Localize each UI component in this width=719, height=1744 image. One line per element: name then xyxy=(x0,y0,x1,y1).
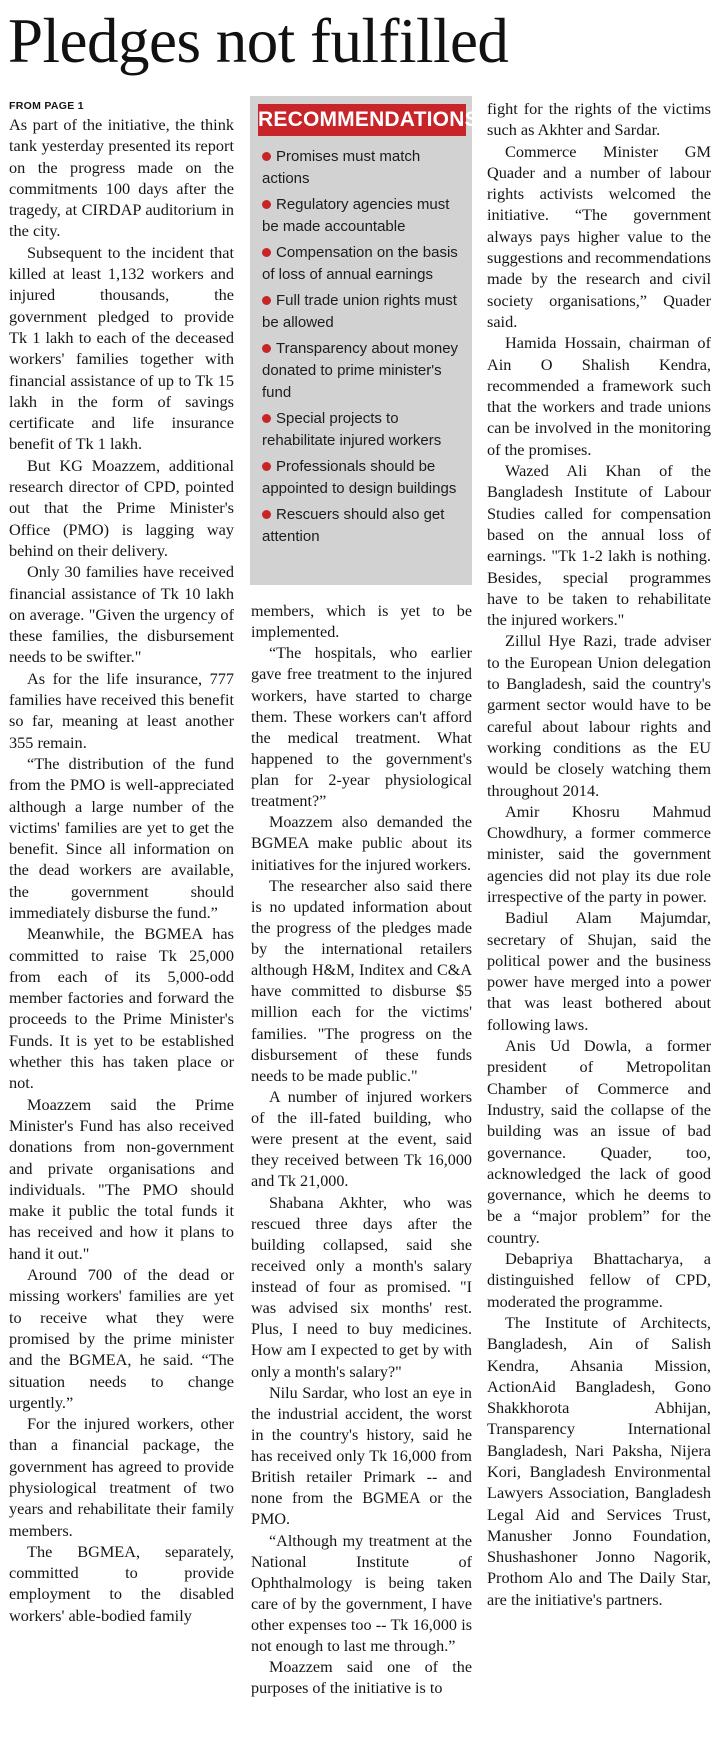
paragraph: Moazzem said one of the purposes of the initiative is to xyxy=(251,1659,472,1698)
bullet-dot-icon xyxy=(262,414,271,423)
article-column-3 xyxy=(487,98,711,1744)
paragraph: The researcher also said there is no updated information about the progress of the pledges made by the international retailers although H&M, Inditex and C&A have committed to disburse $5 million each for the victims' families. "The progress on the disbursement of these funds needs to be made public." xyxy=(251,877,472,1085)
article-column-2 xyxy=(251,601,472,1744)
paragraph: As for the life insurance, 777 families have received this benefit so far, meaning at least another 355 remain. xyxy=(9,668,234,752)
paragraph: “The hospitals, who earlier gave free treatment to the injured workers, have started to charge them. These workers can't afford the medical treatment. What happened to the government's plan for 2-year physiological treatment?” xyxy=(251,645,472,811)
paragraph: Moazzem also demanded the BGMEA make public about its initiatives for the injured workers. xyxy=(251,814,472,874)
recommendation-item xyxy=(258,408,466,452)
bullet-dot-icon xyxy=(262,248,271,257)
recommendations-list xyxy=(258,146,466,548)
paragraph: fight for the rights of the victims such as Akhter and Sardar. xyxy=(487,99,711,140)
paragraph: members, which is yet to be implemented. xyxy=(251,603,472,642)
paragraph: “Although my treatment at the National Institute of Ophthalmology is being taken care of by the government, I have other expenses too -- Tk 16,000 is not enough to last me through.” xyxy=(251,1532,472,1656)
paragraph: But KG Moazzem, additional research director of CPD, pointed out that the Prime Minister's Office (PMO) is lagging way behind on their delivery. xyxy=(9,455,234,560)
continued-from-label: FROM PAGE 1 xyxy=(9,100,84,112)
recommendation-item xyxy=(258,194,466,238)
paragraph: Badiul Alam Majumdar, secretary of Shujan, said the political power and the business power have merged into a power that was least bothered about following laws. xyxy=(487,908,711,1034)
recommendation-text: Transparency about money donated to prime minister's fund xyxy=(262,340,459,401)
bullet-dot-icon xyxy=(262,200,271,209)
recommendation-text: Special projects to rehabilitate injured workers xyxy=(262,410,442,449)
recommendation-text: Compensation on the basis of loss of annual earnings xyxy=(262,244,458,283)
paragraph: Anis Ud Dowla, a former president of Metropolitan Chamber of Commerce and Industry, said the collapse of the building was an issue of bad governance. Quader, too, acknowledged the lack of good governance, which he deems to be a “major problem” for the country. xyxy=(487,1036,711,1247)
paragraph: Around 700 of the dead or missing workers' families are yet to receive what they were promised by the prime minister and the BGMEA, he said. “The situation needs to change urgently.” xyxy=(9,1265,234,1412)
paragraph: “The distribution of the fund from the PMO is well-appreciated although a large number of the victims' families are yet to get the benefit. Since all information on the dead workers are available, the government should immediately disburse the fund.” xyxy=(9,753,234,922)
paragraph: The Institute of Architects, Bangladesh, Ain of Salish Kendra, Ahsania Mission, ActionAid Bangladesh, Gono Shakkhorota Abhijan, Transparency International Bangladesh, Nari Paksha, Nijera Kori, Bangladesh Environmental Lawyers Association, Bangladesh Legal Aid and Services Trust, Manusher Jonno Foundation, Shushashoner Jonno Nagorik, Prothom Alo and The Daily Star, are the initiative's partners. xyxy=(487,1312,711,1609)
paragraph: Zillul Hye Razi, trade adviser to the European Union delegation to Bangladesh, said the country's garment sector would have to be careful about labour rights and working conditions as the EU would be closely watching them throughout 2014. xyxy=(487,631,711,800)
paragraph: A number of injured workers of the ill-fated building, who were present at the event, said they received between Tk 16,000 and Tk 21,000. xyxy=(251,1088,472,1191)
recommendation-item xyxy=(258,456,466,500)
recommendation-text: Professionals should be appointed to design buildings xyxy=(262,458,457,497)
paragraph: Nilu Sardar, who lost an eye in the industrial accident, the worst in the country's history, said he has received only Tk 16,000 from British retailer Primark -- and none from the BGMEA or the PMO. xyxy=(251,1384,472,1529)
bullet-dot-icon xyxy=(262,510,271,519)
recommendation-text: Rescuers should also get attention xyxy=(262,506,445,545)
recommendations-title: RECOMMENDATIONS xyxy=(258,104,466,136)
recommendation-text: Regulatory agencies must be made accountable xyxy=(262,196,450,235)
paragraph: Wazed Ali Khan of the Bangladesh Institute of Labour Studies called for compensation based on the annual loss of earnings. "Tk 1-2 lakh is nothing. Besides, special programmes have to be taken to rehabilitate the injured workers." xyxy=(487,461,711,630)
bullet-dot-icon xyxy=(262,296,271,305)
paragraph: Debapriya Bhattacharya, a distinguished fellow of CPD, moderated the programme. xyxy=(487,1249,711,1311)
paragraph: Subsequent to the incident that killed at least 1,132 workers and injured thousands, the government pledged to provide Tk 1 lakh to each of the deceased workers' families together with financial assistance of up to Tk 15 lakh in the form of savings certificate and life insurance benefit of Tk 1 lakh. xyxy=(9,242,234,454)
recommendation-item xyxy=(258,242,466,286)
recommendations-box xyxy=(250,96,479,585)
recommendation-text: Full trade union rights must be allowed xyxy=(262,292,457,331)
paragraph: Amir Khosru Mahmud Chowdhury, a former commerce minister, said the government agencies did not play its due role irrespective of the party in power. xyxy=(487,801,711,906)
recommendation-item xyxy=(258,338,466,404)
paragraph: Meanwhile, the BGMEA has committed to raise Tk 25,000 from each of its 5,000-odd member factories and forward the proceeds to the Prime Minister's Funds. It is yet to be established whether this has taken place or not. xyxy=(9,924,234,1093)
bullet-dot-icon xyxy=(262,462,271,471)
paragraph: Hamida Hossain, chairman of Ain O Shalish Kendra, recommended a framework such that the workers and trade unions can be involved in the monitoring of the promises. xyxy=(487,333,711,459)
paragraph: Commerce Minister GM Quader and a number of labour rights activists welcomed the initiative. “The government always pays higher value to the suggestions and recommendations made by the research and civil society organisations,” Quader said. xyxy=(487,141,711,331)
paragraph: For the injured workers, other than a financial package, the government has agreed to provide physiological treatment of two years and rehabilitate their family members. xyxy=(9,1414,234,1540)
article-column-1 xyxy=(9,99,234,1744)
recommendation-text: Promises must match actions xyxy=(262,148,421,187)
headline: Pledges not fulfilled xyxy=(8,6,509,76)
paragraph: Shabana Akhter, who was rescued three days after the building collapsed, said she received only a month's salary instead of four as promised. "I was advised six months' rest. Plus, I need to buy medicines. How am I expected to get by with only a month's salary?" xyxy=(251,1194,472,1381)
paragraph: The BGMEA, separately, committed to provide employment to the disabled workers' able-bodied family xyxy=(9,1541,234,1625)
paragraph: As part of the initiative, the think tank yesterday presented its report on the progress made on the commitments 100 days after the tragedy, at CIRDAP auditorium in the city. xyxy=(9,115,234,241)
recommendation-item xyxy=(258,290,466,334)
bullet-dot-icon xyxy=(262,344,271,353)
bullet-dot-icon xyxy=(262,152,271,161)
recommendation-item xyxy=(258,146,466,190)
recommendation-item xyxy=(258,504,466,548)
paragraph: Moazzem said the Prime Minister's Fund has also received donations from non-government and private organisations and individuals. "The PMO should make it public the total funds it has received and how it plans to hand it out." xyxy=(9,1094,234,1263)
paragraph: Only 30 families have received financial assistance of Tk 10 lakh on average. "Given the urgency of these families, the disbursement needs to be swifter." xyxy=(9,562,234,667)
